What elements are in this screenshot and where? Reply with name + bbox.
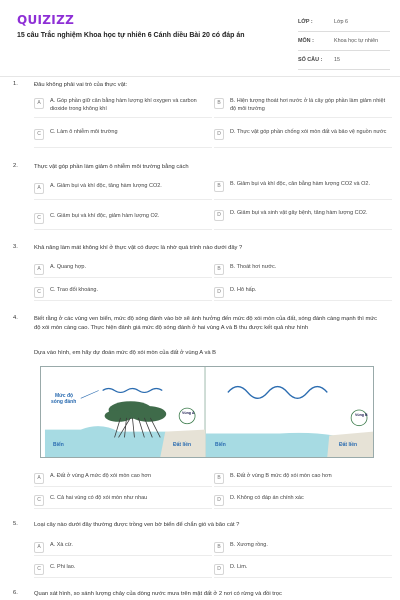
option-text: B. Giảm bụi và khí độc, cân bằng hàm lượng CO2 và O2. bbox=[230, 181, 370, 187]
option-text: D. Không có đáp án chính xác bbox=[230, 495, 304, 501]
option-letter: D bbox=[214, 495, 224, 506]
option-text: A. Đất ở vùng A mức độ xói mòn cao hơn bbox=[50, 473, 152, 479]
header-divider bbox=[0, 76, 400, 77]
option-letter: A bbox=[34, 264, 44, 275]
option-underline bbox=[34, 577, 212, 578]
zone-b-label: Vùng B bbox=[355, 413, 368, 417]
option-underline bbox=[214, 199, 392, 200]
meta-table bbox=[298, 13, 390, 70]
option-letter: B bbox=[214, 264, 224, 275]
option-text: A. Quang hợp. bbox=[50, 264, 87, 270]
question-number: 5. bbox=[13, 521, 18, 527]
quizizz-logo: QUIZIZZ bbox=[17, 13, 75, 27]
question-text: Khả năng làm mát không khí ở thực vật có được là nhờ quá trình nào dưới đây ? bbox=[34, 245, 243, 251]
option-letter: C bbox=[34, 287, 44, 298]
option-underline bbox=[34, 300, 212, 301]
option-letter: A bbox=[34, 473, 44, 484]
mangrove-trees bbox=[105, 401, 167, 422]
option-underline bbox=[34, 199, 212, 200]
meta-value: Lớp 6 bbox=[334, 19, 349, 25]
option-letter: A bbox=[34, 542, 44, 553]
zone-a-label: Vùng A bbox=[182, 411, 195, 415]
option-letter: C bbox=[34, 129, 44, 140]
option-text: B. Xương rồng. bbox=[230, 542, 268, 548]
option-underline bbox=[214, 229, 392, 230]
option-letter: D bbox=[214, 564, 224, 575]
option-underline bbox=[214, 555, 392, 556]
question-text: Đâu không phải vai trò của thực vật: bbox=[34, 82, 128, 88]
meta-label: MÔN : bbox=[298, 38, 314, 44]
question-subtext: Dựa vào hình, em hãy dự đoán mức độ xói mòn của đất ở vùng A và B bbox=[34, 350, 217, 356]
option-text: C. Phi lao. bbox=[50, 564, 76, 570]
option-letter: C bbox=[34, 495, 44, 506]
question-number: 3. bbox=[13, 244, 18, 250]
option-text: A. Giảm bụi và khí độc, tăng hàm lượng CO2. bbox=[50, 183, 162, 189]
question-number: 4. bbox=[13, 315, 18, 321]
question-text: Loại cây nào dưới đây thường được trồng ven bờ biển để chắn gió và bão cát ? bbox=[34, 522, 240, 528]
question-text: Quan sát hình, so sánh lượng chảy của dòng nước mưa trên mặt đất ở 2 nơi có rừng và đồi trọc bbox=[34, 591, 282, 597]
page-title: 15 câu Trắc nghiệm Khoa học tự nhiên 6 Cánh diều Bài 20 có đáp án bbox=[17, 32, 245, 39]
option-text: C. Trao đổi khoáng. bbox=[50, 287, 99, 293]
option-letter: D bbox=[214, 129, 224, 140]
option-underline bbox=[214, 147, 392, 148]
meta-row-class bbox=[298, 13, 390, 32]
sea-label-b: Biển bbox=[215, 442, 226, 448]
meta-value: 15 bbox=[334, 57, 340, 63]
option-text: C. Giảm bụi và khí độc, giảm hàm lượng O2. bbox=[50, 213, 160, 219]
question-text: Biết rằng ở các vùng ven biển, mức độ sóng đánh vào bờ sẽ ảnh hưởng đến mức độ xói mòn của đất, sóng đánh càng mạnh thì mức độ xói mòn càng cao. Thực hiện đánh giá mức độ sóng đánh ở hai vùng A và B thu được kết quả như hình bbox=[34, 316, 378, 331]
option-letter: A bbox=[34, 183, 44, 194]
option-underline bbox=[214, 117, 392, 118]
option-letter: A bbox=[34, 98, 44, 109]
wave-zone-a bbox=[103, 389, 163, 393]
option-underline bbox=[214, 577, 392, 578]
option-text: B. Đất ở vùng B mức độ xói mòn cao hơn bbox=[230, 473, 332, 479]
meta-row-count bbox=[298, 51, 390, 70]
option-letter: D bbox=[214, 210, 224, 221]
wave-figure bbox=[40, 366, 374, 458]
option-letter: B bbox=[214, 181, 224, 192]
question-number: 6. bbox=[13, 590, 18, 596]
option-underline bbox=[34, 508, 212, 509]
option-underline bbox=[214, 277, 392, 278]
option-underline bbox=[34, 486, 212, 487]
document-header bbox=[0, 0, 400, 76]
question-number: 1. bbox=[13, 81, 18, 87]
option-text: B. Thoát hơi nước. bbox=[230, 264, 277, 270]
meta-label: LỚP : bbox=[298, 19, 313, 25]
option-underline bbox=[34, 117, 212, 118]
option-underline bbox=[34, 147, 212, 148]
option-underline bbox=[214, 300, 392, 301]
question-number: 2. bbox=[13, 163, 18, 169]
arrow-icon bbox=[81, 390, 99, 398]
option-text: D. Thực vật góp phần chống xói mòn đất và bảo vệ nguồn nước bbox=[230, 129, 387, 135]
option-letter: C bbox=[34, 564, 44, 575]
option-text: C. Cả hai vùng có độ xói mòn như nhau bbox=[50, 495, 148, 501]
option-underline bbox=[214, 508, 392, 509]
option-underline bbox=[34, 555, 212, 556]
option-text: A. Góp phần giữ cân bằng hàm lượng khí oxygen và carbon dioxide trong không khí bbox=[50, 98, 197, 112]
wave-zone-b bbox=[228, 387, 327, 399]
land-label-b: Đất liền bbox=[339, 442, 358, 448]
land-label-a: Đất liền bbox=[173, 442, 192, 448]
option-text: A. Xà cừ. bbox=[50, 542, 73, 548]
option-letter: D bbox=[214, 287, 224, 298]
option-text: D. Hô hấp. bbox=[230, 287, 257, 293]
option-letter: B bbox=[214, 98, 224, 109]
sea-label-a: Biển bbox=[53, 442, 64, 448]
option-underline bbox=[34, 277, 212, 278]
meta-row-subject bbox=[298, 32, 390, 51]
question-text: Thực vật góp phần làm giảm ô nhiễm môi trường bằng cách bbox=[34, 164, 189, 170]
option-underline bbox=[34, 229, 212, 230]
meta-label: SỐ CÂU : bbox=[298, 57, 323, 63]
option-letter: B bbox=[214, 542, 224, 553]
option-text: D. Giảm bụi và sinh vật gây bệnh, tăng hàm lượng CO2. bbox=[230, 210, 368, 216]
meta-value: Khoa học tự nhiên bbox=[334, 38, 379, 44]
wave-illustration bbox=[41, 367, 373, 457]
option-text: B. Hiện tượng thoát hơi nước ở lá cây góp phần làm giảm nhiệt độ môi trường bbox=[230, 98, 386, 112]
option-text: D. Lim. bbox=[230, 564, 248, 570]
option-underline bbox=[214, 486, 392, 487]
figure-label-wave: sóng đánh bbox=[51, 399, 77, 405]
option-letter: C bbox=[34, 213, 44, 224]
option-letter: B bbox=[214, 473, 224, 484]
figure-label-level: Mức độ bbox=[55, 393, 74, 399]
option-text: C. Làm ô nhiễm môi trường bbox=[50, 129, 118, 135]
